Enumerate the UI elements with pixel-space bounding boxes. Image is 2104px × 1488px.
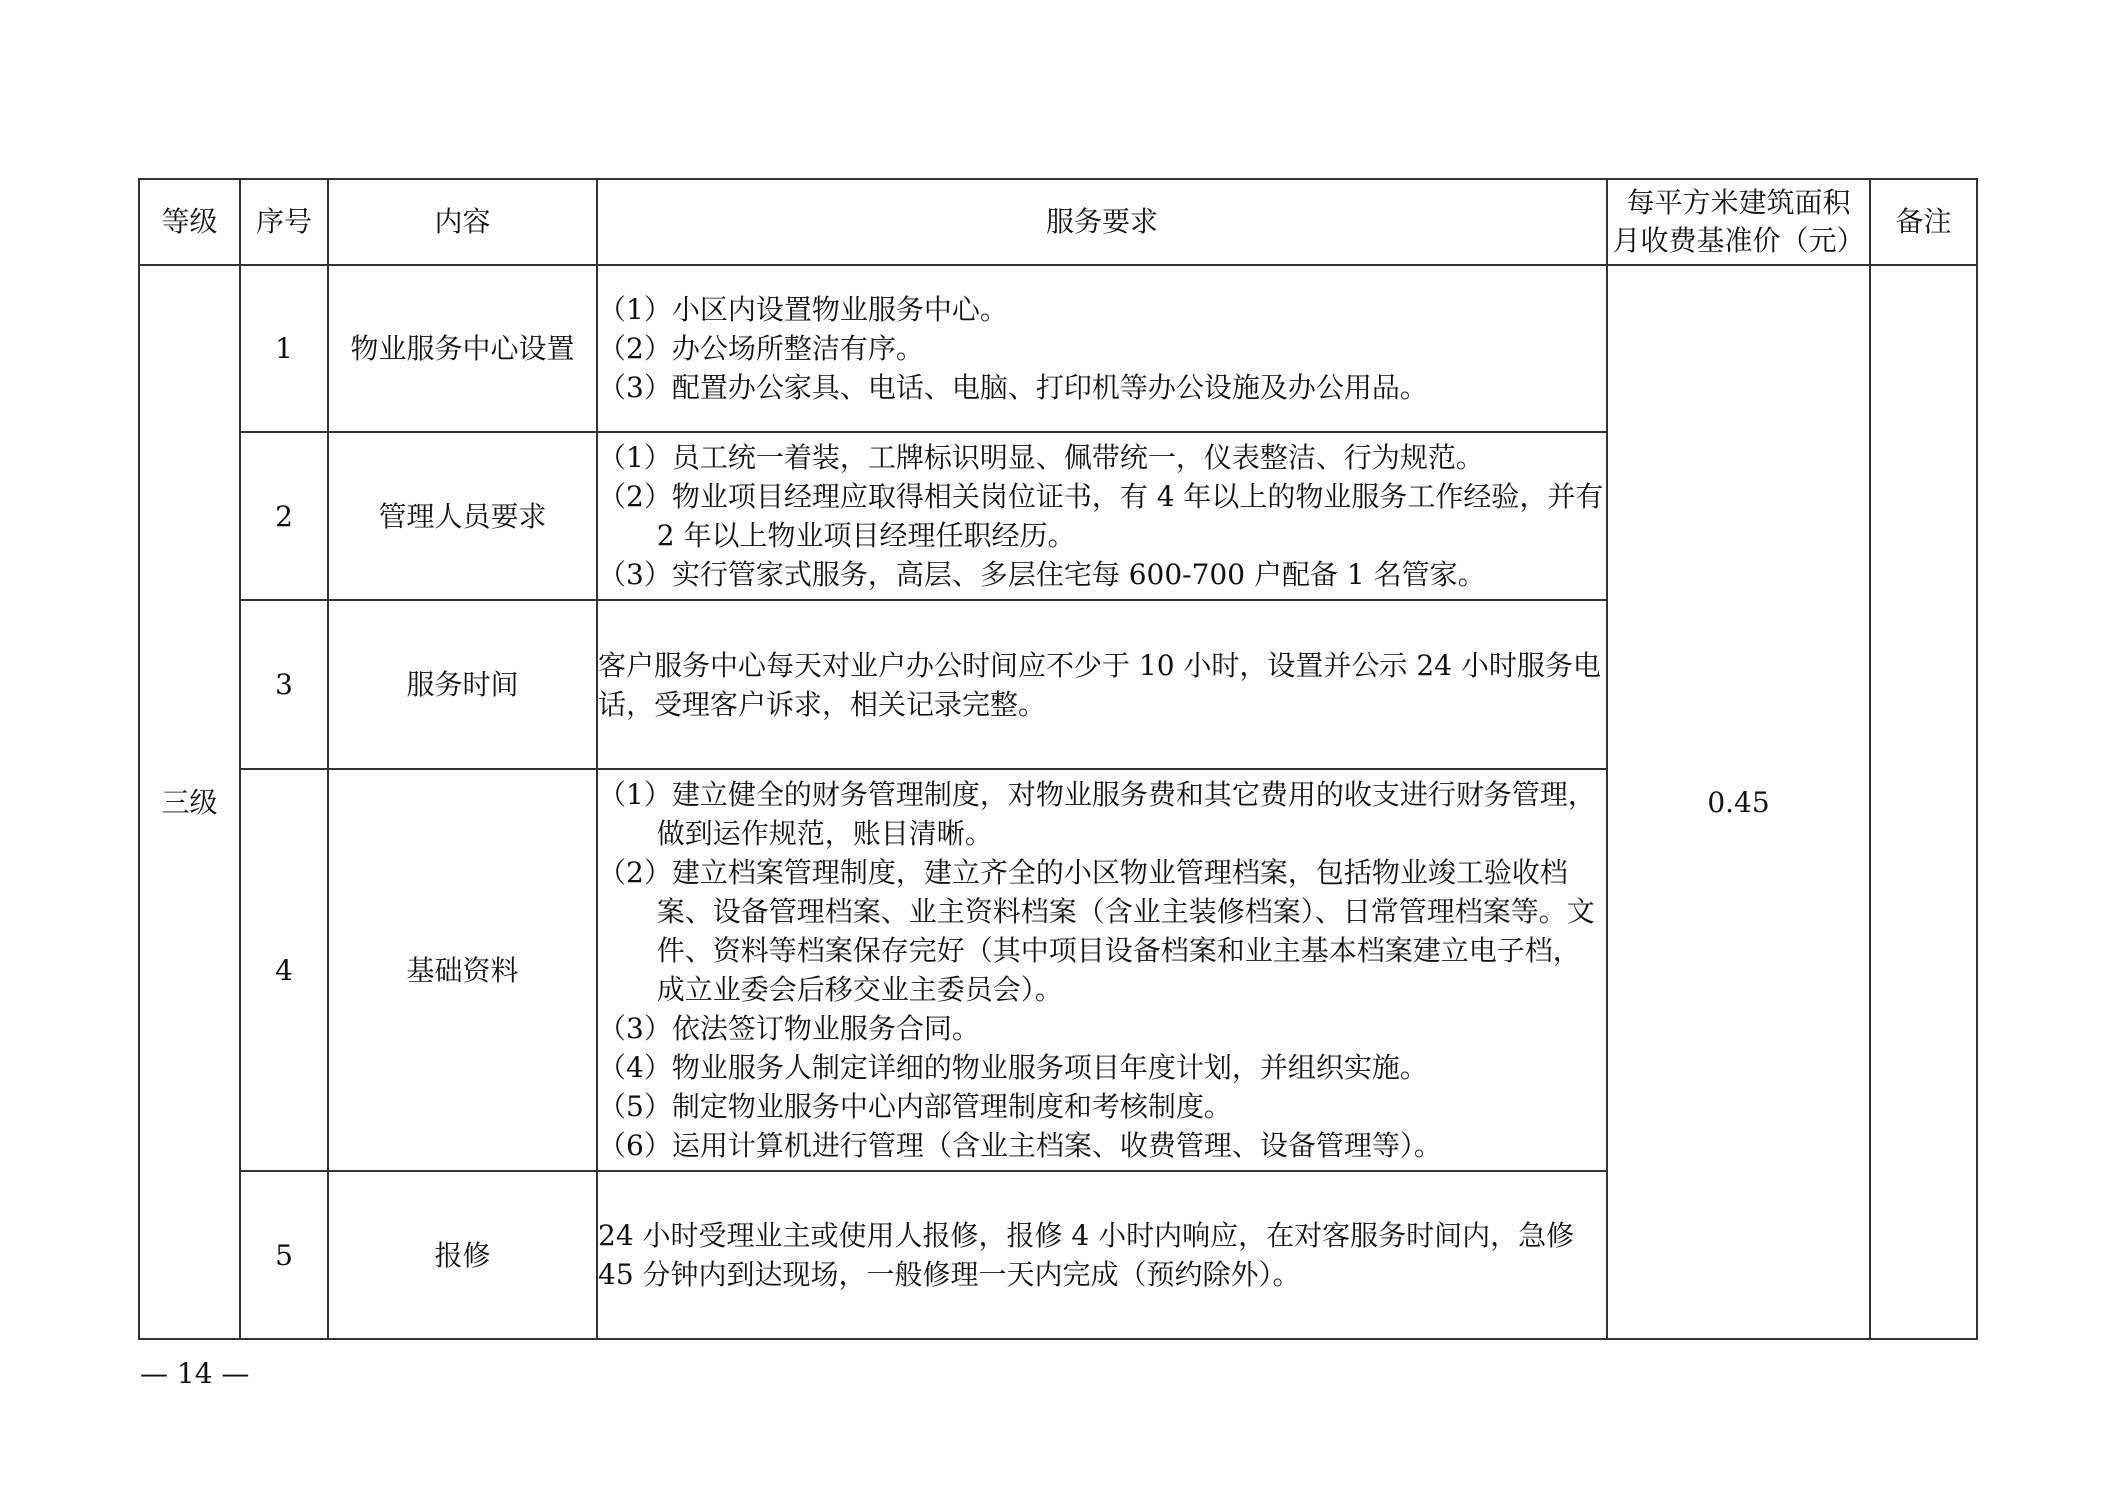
header-service: 服务要求 [597, 179, 1607, 265]
requirement-cell [597, 1171, 1607, 1339]
requirement-item: （3）依法签订物业服务合同。 [598, 1012, 980, 1045]
content-cell: 报修 [328, 1171, 597, 1339]
remark-cell [1870, 265, 1977, 1339]
grade-cell: 三级 [139, 265, 240, 1339]
requirement-item: （1）建立健全的财务管理制度，对物业服务费和其它费用的收支进行财务管理，做到运作规范，账目清晰。 [598, 778, 1596, 850]
header-grade: 等级 [139, 179, 240, 265]
header-price [1607, 179, 1870, 265]
requirement-item: （2）物业项目经理应取得相关岗位证书，有 4 年以上的物业服务工作经验，并有 2 年以上物业项目经理任职经历。 [598, 480, 1604, 552]
header-remark: 备注 [1870, 179, 1977, 265]
header-seq: 序号 [240, 179, 328, 265]
header-content: 内容 [328, 179, 597, 265]
header-price-line1: 每平方米建筑面积 [1626, 186, 1851, 219]
requirement-item: （3）实行管家式服务，高层、多层住宅每 600-700 户配备 1 名管家。 [598, 558, 1486, 591]
content-cell: 物业服务中心设置 [328, 265, 597, 432]
requirement-item: （1）员工统一着装，工牌标识明显、佩带统一，仪表整洁、行为规范。 [598, 441, 1484, 474]
seq-cell: 3 [240, 600, 328, 769]
requirement-cell [597, 432, 1607, 600]
requirement-item: （6）运用计算机进行管理（含业主档案、收费管理、设备管理等）。 [598, 1129, 1442, 1162]
requirement-text: 客户服务中心每天对业户办公时间应不少于 10 小时，设置并公示 24 小时服务电话，受理客户诉求，相关记录完整。 [598, 648, 1601, 721]
content-cell: 服务时间 [328, 600, 597, 769]
service-standard-table [138, 178, 1978, 1340]
table-row [139, 265, 1977, 432]
content-cell: 管理人员要求 [328, 432, 597, 600]
seq-cell: 2 [240, 432, 328, 600]
header-row [139, 179, 1977, 265]
requirement-item: （2）办公场所整洁有序。 [598, 332, 924, 365]
requirement-item: （1）小区内设置物业服务中心。 [598, 293, 1008, 326]
requirement-cell [597, 600, 1607, 769]
seq-cell: 1 [240, 265, 328, 432]
requirement-cell [597, 265, 1607, 432]
requirement-item: （2）建立档案管理制度，建立齐全的小区物业管理档案，包括物业竣工验收档案、设备管理档案、业主资料档案（含业主装修档案）、日常管理档案等。文件、资料等档案保存完好（其中项目设备档案和业主基本档案建立电子档，成立业委会后移交业主委员会）。 [598, 856, 1595, 1006]
requirement-list [598, 775, 1606, 1165]
requirement-text: 24 小时受理业主或使用人报修，报修 4 小时内响应，在对客服务时间内，急修 45 分钟内到达现场，一般修理一天内完成（预约除外）。 [598, 1219, 1575, 1291]
requirement-item: （4）物业服务人制定详细的物业服务项目年度计划，并组织实施。 [598, 1051, 1428, 1084]
requirement-item: （3）配置办公家具、电话、电脑、打印机等办公设施及办公用品。 [598, 371, 1428, 404]
content-cell: 基础资料 [328, 769, 597, 1171]
page-number: — 14 — [140, 1357, 250, 1390]
seq-cell: 4 [240, 769, 328, 1171]
header-price-line2: 月收费基准价（元） [1612, 224, 1865, 257]
price-cell: 0.45 [1607, 265, 1870, 1339]
requirement-list [598, 290, 1606, 407]
requirement-list [598, 438, 1606, 594]
seq-cell: 5 [240, 1171, 328, 1339]
requirement-cell [597, 769, 1607, 1171]
requirement-item: （5）制定物业服务中心内部管理制度和考核制度。 [598, 1090, 1232, 1123]
